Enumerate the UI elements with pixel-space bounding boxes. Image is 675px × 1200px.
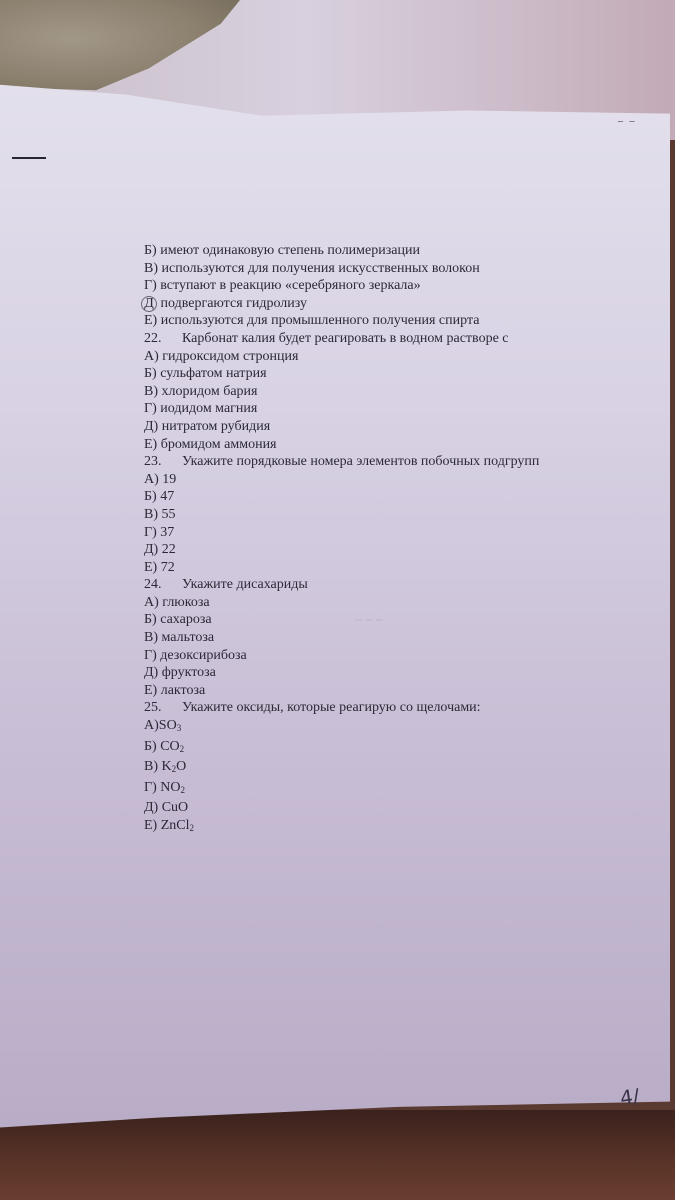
question-text: Укажите дисахариды — [182, 577, 308, 593]
answer-option — [144, 717, 614, 738]
answer-option — [144, 682, 614, 700]
answer-option — [144, 436, 614, 454]
question-text: Укажите оксиды, которые реагирую со щелочами: — [182, 700, 481, 716]
option-text: имеют одинаковую степень полимеризации — [156, 243, 420, 258]
option-letter: Г) — [144, 401, 157, 417]
answer-option — [144, 629, 614, 647]
option-text: 19 — [158, 471, 177, 487]
question-text: Укажите порядковые номера элементов побочных подгрупп — [182, 454, 540, 470]
option-letter: В) — [144, 759, 158, 775]
question-heading — [144, 699, 614, 717]
answer-option — [144, 594, 614, 612]
option-letter: Е) — [144, 682, 158, 698]
option-text: 37 — [156, 524, 175, 540]
option-letter: А) — [144, 348, 159, 364]
answer-option — [144, 242, 614, 260]
option-letter: Д) — [144, 800, 159, 816]
handwritten-page-number: 4/ — [618, 1083, 642, 1111]
subscript: 2 — [180, 784, 185, 795]
option-letter: Б) — [144, 738, 157, 754]
option-text: 22 — [158, 542, 176, 558]
option-text: мальтоза — [158, 630, 215, 646]
answer-option — [144, 559, 614, 577]
answer-option — [144, 506, 614, 524]
option-text: хлоридом бария — [158, 383, 258, 399]
question-number: 22. — [144, 330, 162, 346]
answer-option — [144, 647, 614, 665]
answer-option — [144, 365, 614, 383]
bleed-through-text: ~ ~ ~ — [355, 612, 383, 627]
option-letter: В) — [144, 260, 158, 276]
answer-option — [144, 664, 614, 682]
answer-option — [144, 779, 614, 800]
question-heading — [144, 330, 614, 348]
answer-option — [144, 541, 614, 559]
option-text: сахароза — [156, 612, 212, 628]
subscript: 2 — [189, 823, 194, 833]
option-text: 47 — [156, 489, 175, 505]
answer-option — [144, 471, 614, 489]
option-letter: Б) — [144, 243, 157, 258]
subscript: 2 — [179, 743, 185, 754]
option-letter: Д) — [144, 542, 159, 558]
option-text: вступают в реакцию «серебряного зеркала» — [156, 278, 421, 294]
answer-option — [144, 295, 614, 313]
answer-option — [144, 348, 614, 366]
background-surface — [0, 1110, 675, 1200]
option-letter: Г) — [144, 278, 157, 294]
answer-option — [144, 312, 614, 330]
option-letter: Г) — [144, 779, 157, 795]
option-letter: Б) — [144, 489, 157, 505]
option-text: используются для получения искусственных волокон — [158, 260, 480, 276]
subscript: 3 — [176, 723, 182, 734]
option-text: бромидом аммония — [157, 436, 277, 452]
question-list — [144, 330, 614, 838]
question-heading — [144, 576, 614, 594]
chemical-formula: CuO — [158, 800, 189, 816]
option-text: подвергаются гидролизу — [157, 295, 308, 311]
chemical-formula: $NO_2$ — [156, 779, 185, 795]
subscript: 2 — [171, 764, 177, 775]
answer-option — [144, 260, 614, 278]
option-letter: Д) — [144, 418, 159, 434]
circled-answer-mark: Д — [141, 296, 157, 312]
answer-option — [144, 400, 614, 418]
answer-option — [144, 611, 614, 629]
answer-option — [144, 758, 614, 779]
answer-option — [144, 488, 614, 506]
option-text: иодидом магния — [156, 401, 258, 417]
option-letter: Е) — [144, 559, 158, 575]
question-heading — [144, 453, 614, 471]
answer-option — [144, 524, 614, 542]
option-letter: А) — [144, 718, 159, 734]
corner-mark: ‒ ‒ — [618, 116, 637, 127]
question-text: Карбонат калия будет реагировать в водном растворе с — [182, 330, 509, 346]
question-number: 24. — [144, 577, 162, 593]
chemical-formula: $SO_3$ — [158, 718, 182, 734]
chemical-formula: ZnCl$_2$ — [157, 818, 194, 833]
answer-option — [144, 817, 614, 838]
answer-option — [144, 738, 614, 759]
option-letter: Д) — [144, 665, 159, 681]
option-letter: А) — [144, 471, 159, 487]
answer-option — [144, 383, 614, 401]
question-number: 23. — [144, 454, 162, 470]
option-letter: Е) — [144, 818, 158, 833]
option-text: дезоксирибоза — [156, 647, 247, 663]
margin-mark — [12, 157, 46, 159]
option-letter: В) — [144, 506, 158, 522]
answer-option — [144, 418, 614, 436]
test-page-content — [144, 242, 614, 838]
option-text: глюкоза — [158, 594, 210, 610]
question-21-partial — [144, 242, 614, 330]
option-letter: А) — [144, 594, 159, 610]
option-text: сульфатом натрия — [156, 366, 267, 382]
option-text: 55 — [158, 506, 176, 522]
option-letter: Г) — [144, 647, 157, 663]
option-letter: В) — [144, 383, 158, 399]
option-text: фруктоза — [158, 665, 216, 681]
option-letter: Е) — [144, 436, 158, 452]
option-text: используются для промышленного получения спирта — [157, 313, 480, 329]
option-letter: Б) — [144, 366, 157, 382]
question-number: 25. — [144, 700, 162, 716]
option-letter: Г) — [144, 524, 157, 540]
option-text: 72 — [157, 559, 175, 575]
option-letter: Е) — [144, 313, 158, 329]
chemical-formula: $CO_2$ — [156, 738, 185, 754]
answer-option — [144, 277, 614, 295]
answer-option — [144, 799, 614, 817]
chemical-formula: $K_2O$ — [158, 759, 187, 775]
option-text: нитратом рубидия — [158, 418, 271, 434]
option-text: гидроксидом стронция — [158, 348, 299, 364]
option-letter: В) — [144, 630, 158, 646]
option-letter: Б) — [144, 612, 157, 628]
option-text: лактоза — [157, 682, 206, 698]
